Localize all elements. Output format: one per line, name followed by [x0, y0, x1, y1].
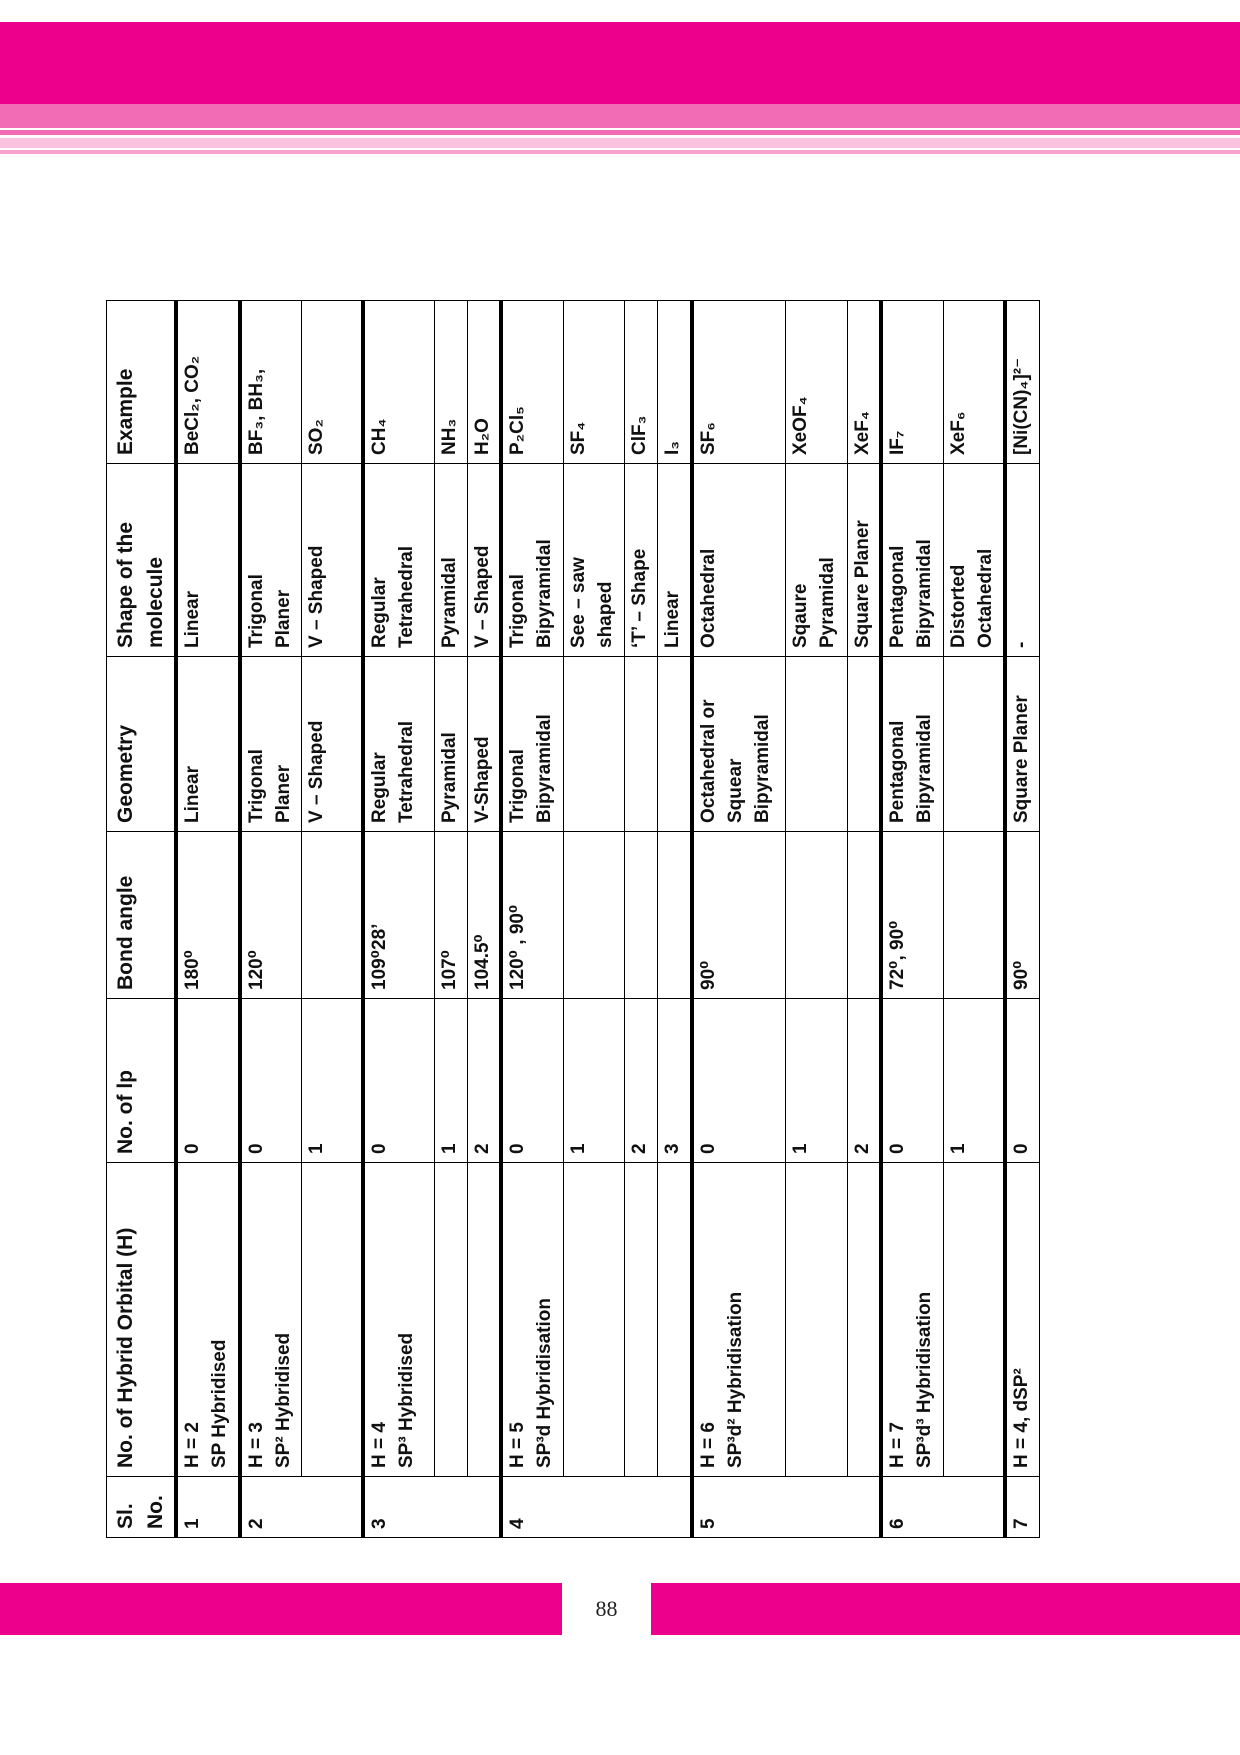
header-hybrid-orbital: No. of Hybrid Orbital (H)	[107, 1163, 177, 1477]
cell-lone-pairs: 1	[301, 999, 362, 1163]
table-row	[692, 301, 786, 1538]
cell-h-count: H = 6	[697, 1422, 719, 1468]
table-row	[467, 301, 501, 1538]
cell-lone-pairs: 0	[240, 999, 302, 1163]
cell-lone-pairs: 0	[363, 999, 435, 1163]
cell-bond-angle: 120⁰ , 90⁰	[501, 832, 563, 999]
cell-geometry: Linear	[176, 657, 239, 832]
cell-shape: V – Shaped	[467, 464, 501, 657]
cell-sl-no: 2	[240, 1477, 363, 1538]
cell-bond-angle: 104.5⁰	[467, 832, 501, 999]
cell-lone-pairs: 0	[881, 999, 943, 1163]
cell-bond-angle	[847, 832, 881, 999]
cell-hybrid-orbital	[176, 1163, 239, 1477]
table-row	[240, 301, 302, 1538]
cell-hybrid-orbital	[501, 1163, 563, 1477]
cell-hybrid-orbital	[625, 1163, 658, 1477]
cell-geometry	[657, 657, 691, 832]
cell-bond-angle	[301, 832, 362, 999]
header-example: Example	[107, 301, 177, 464]
cell-example: SF₆	[692, 301, 786, 464]
cell-hybrid-orbital	[363, 1163, 435, 1477]
cell-geometry	[563, 657, 624, 832]
cell-bond-angle: 109⁰28’	[363, 832, 435, 999]
footer-band-right	[651, 1583, 1240, 1635]
cell-lone-pairs: 1	[563, 999, 624, 1163]
table-row	[625, 301, 658, 1538]
cell-sl-no: 4	[501, 1477, 691, 1538]
cell-geometry: V-Shaped	[467, 657, 501, 832]
cell-example: XeOF₄	[786, 301, 847, 464]
header-bond-angle: Bond angle	[107, 832, 177, 999]
cell-hybridisation: SP³d² Hybridisation	[724, 1291, 746, 1468]
cell-h-count: H = 2	[182, 1422, 204, 1468]
cell-bond-angle	[786, 832, 847, 999]
cell-bond-angle	[943, 832, 1005, 999]
cell-hybrid-orbital	[301, 1163, 362, 1477]
table-row	[563, 301, 624, 1538]
cell-bond-angle	[657, 832, 691, 999]
cell-lone-pairs: 1	[786, 999, 847, 1163]
cell-shape: Octahedral	[692, 464, 786, 657]
cell-hybrid-orbital: H = 4, dSP²	[1005, 1163, 1039, 1477]
cell-example: NH₃	[434, 301, 467, 464]
cell-bond-angle: 180⁰	[176, 832, 239, 999]
cell-shape: Pentagonal Bipyramidal	[881, 464, 943, 657]
cell-shape: Sqaure Pyramidal	[786, 464, 847, 657]
cell-hybrid-orbital	[467, 1163, 501, 1477]
table-row	[847, 301, 881, 1538]
cell-shape: Linear	[657, 464, 691, 657]
cell-lone-pairs: 0	[1005, 999, 1039, 1163]
cell-shape: Linear	[176, 464, 239, 657]
cell-geometry	[943, 657, 1005, 832]
cell-hybrid-orbital	[881, 1163, 943, 1477]
cell-hybrid-orbital	[657, 1163, 691, 1477]
cell-example: H₂O	[467, 301, 501, 464]
cell-bond-angle: 72⁰, 90⁰	[881, 832, 943, 999]
cell-hybrid-orbital	[434, 1163, 467, 1477]
cell-shape: See – saw shaped	[563, 464, 624, 657]
cell-lone-pairs: 2	[467, 999, 501, 1163]
cell-example: I₃	[657, 301, 691, 464]
table-row	[786, 301, 847, 1538]
table-row	[1005, 301, 1039, 1538]
cell-hybridisation: SP Hybridised	[209, 1339, 231, 1468]
hybridisation-table	[106, 300, 1040, 1538]
cell-lone-pairs: 1	[434, 999, 467, 1163]
cell-geometry: Square Planer	[1005, 657, 1039, 832]
header-band-thin	[0, 130, 1240, 135]
cell-shape: Regular Tetrahedral	[363, 464, 435, 657]
cell-example: XeF₄	[847, 301, 881, 464]
cell-shape: V – Shaped	[301, 464, 362, 657]
cell-sl-no: 3	[363, 1477, 502, 1538]
table-row	[176, 301, 239, 1538]
cell-hybridisation: SP³d³ Hybridisation	[914, 1291, 936, 1468]
cell-bond-angle: 90⁰	[692, 832, 786, 999]
hybridisation-table-container	[106, 301, 1040, 1538]
cell-geometry: Trigonal Bipyramidal	[501, 657, 563, 832]
cell-hybrid-orbital	[240, 1163, 302, 1477]
header-geometry: Geometry	[107, 657, 177, 832]
table-row	[501, 301, 563, 1538]
cell-lone-pairs: 2	[625, 999, 658, 1163]
page-number: 88	[595, 1596, 618, 1621]
cell-example: SO₂	[301, 301, 362, 464]
cell-shape: -	[1005, 464, 1039, 657]
cell-hybrid-orbital	[847, 1163, 881, 1477]
cell-geometry: Pyramidal	[434, 657, 467, 832]
cell-h-count: H = 4	[368, 1422, 390, 1468]
cell-hybridisation: SP³ Hybridised	[395, 1332, 417, 1468]
cell-shape: Distorted Octahedral	[943, 464, 1005, 657]
cell-hybridisation: SP² Hybridised	[272, 1332, 294, 1468]
cell-bond-angle	[625, 832, 658, 999]
table-row	[301, 301, 362, 1538]
header-band-dark	[0, 22, 1240, 104]
cell-shape: Square Planer	[847, 464, 881, 657]
table-row	[657, 301, 691, 1538]
cell-lone-pairs: 0	[176, 999, 239, 1163]
header-sl-no: Sl. No.	[107, 1477, 177, 1538]
cell-example: IF₇	[881, 301, 943, 464]
cell-bond-angle	[563, 832, 624, 999]
cell-example: ClF₃	[625, 301, 658, 464]
header-shape: Shape of the molecule	[107, 464, 177, 657]
header-band-light	[0, 138, 1240, 148]
cell-example: SF₄	[563, 301, 624, 464]
cell-h-count: H = 7	[887, 1422, 909, 1468]
cell-sl-no: 5	[692, 1477, 882, 1538]
cell-geometry	[847, 657, 881, 832]
cell-lone-pairs: 0	[692, 999, 786, 1163]
cell-hybridisation: SP³d Hybridisation	[534, 1298, 556, 1468]
cell-geometry: Regular Tetrahedral	[363, 657, 435, 832]
cell-hybrid-orbital	[786, 1163, 847, 1477]
cell-bond-angle: 90⁰	[1005, 832, 1039, 999]
cell-geometry	[786, 657, 847, 832]
table-row	[943, 301, 1005, 1538]
cell-geometry: Pentagonal Bipyramidal	[881, 657, 943, 832]
cell-example: P₂Cl₅	[501, 301, 563, 464]
table-row	[881, 301, 943, 1538]
cell-shape: Trigonal Planer	[240, 464, 302, 657]
cell-h-count: H = 5	[507, 1422, 529, 1468]
cell-sl-no: 7	[1005, 1477, 1039, 1538]
cell-lone-pairs: 1	[943, 999, 1005, 1163]
cell-geometry: Octahedral or Squear Bipyramidal	[692, 657, 786, 832]
table-row	[434, 301, 467, 1538]
cell-bond-angle: 120⁰	[240, 832, 302, 999]
cell-geometry: V – Shaped	[301, 657, 362, 832]
cell-hybrid-orbital	[563, 1163, 624, 1477]
cell-example: BF₃, BH₃,	[240, 301, 302, 464]
cell-example: BeCl₂, CO₂	[176, 301, 239, 464]
header-lone-pairs: No. of lp	[107, 999, 177, 1163]
rotated-table-frame	[106, 301, 1040, 1538]
table-header-row	[107, 301, 177, 1538]
cell-example: CH₄	[363, 301, 435, 464]
cell-shape: Pyramidal	[434, 464, 467, 657]
header-band-medium	[0, 104, 1240, 128]
cell-shape: ‘T’ – Shape	[625, 464, 658, 657]
cell-lone-pairs: 0	[501, 999, 563, 1163]
cell-shape: Trigonal Bipyramidal	[501, 464, 563, 657]
cell-example: [Ni(CN)₄]²⁻	[1005, 301, 1039, 464]
cell-example: XeF₆	[943, 301, 1005, 464]
cell-sl-no: 6	[881, 1477, 1005, 1538]
cell-lone-pairs: 2	[847, 999, 881, 1163]
cell-hybrid-orbital	[943, 1163, 1005, 1477]
cell-bond-angle: 107⁰	[434, 832, 467, 999]
cell-hybrid-orbital	[692, 1163, 786, 1477]
cell-geometry	[625, 657, 658, 832]
cell-h-count: H = 3	[245, 1422, 267, 1468]
table-row	[363, 301, 435, 1538]
cell-lone-pairs: 3	[657, 999, 691, 1163]
cell-geometry: Trigonal Planer	[240, 657, 302, 832]
footer-band-left	[0, 1583, 562, 1635]
header-band-line	[0, 150, 1240, 154]
cell-sl-no: 1	[176, 1477, 239, 1538]
